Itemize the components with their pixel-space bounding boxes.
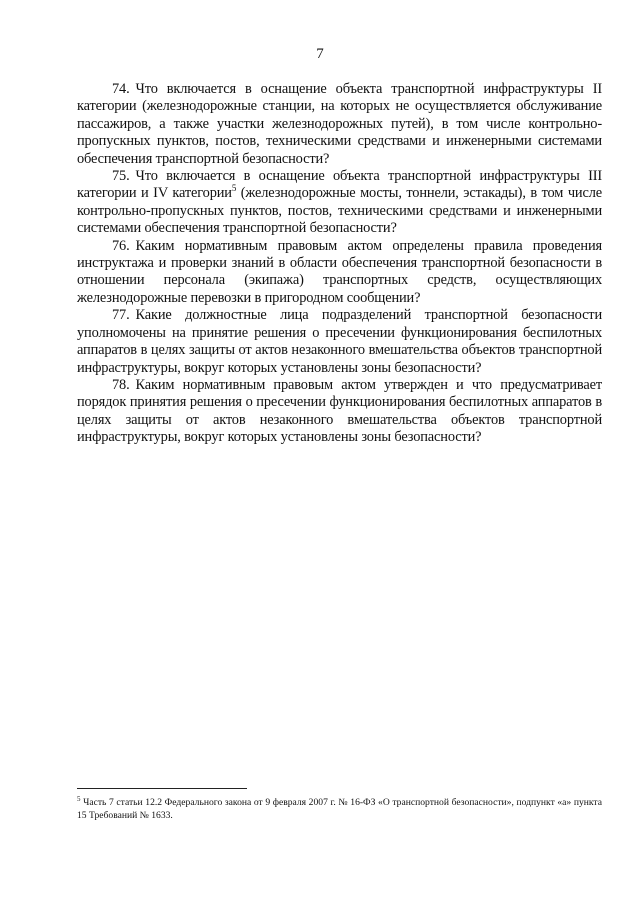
question-76	[77, 238, 602, 308]
question-number: 75.	[112, 168, 130, 185]
footnote-divider	[77, 788, 247, 789]
page-number: 7	[316, 46, 324, 62]
question-text-part: (железнодорожные мосты, тоннели, эстакады), в том числе контрольно-пропускных пунктов, постов, техническими средствами и инженерными системами обеспечения транспортной безопасности?	[77, 185, 602, 237]
question-78	[77, 377, 602, 447]
question-number: 78.	[112, 376, 130, 393]
footnote	[77, 796, 602, 822]
footnote-text: Часть 7 статьи 12.2 Федерального закона от 9 февраля 2007 г. № 16-ФЗ «О транспортной безопасности», подпункт «а» пункта 15 Требований № 1633.	[77, 797, 602, 821]
question-text: Какие должностные лица подразделений транспортной безопасности уполномочены на принятие решения о пресечении функционирования беспилотных аппаратов в целях защиты от актов незаконного вмешательства объектов транспортной инфраструктуры, вокруг которых установлены зоны безопасности?	[77, 307, 602, 376]
question-74	[77, 81, 602, 168]
question-text: Каким нормативным правовым актом определены правила проведения инструктажа и проверки знаний в области обеспечения транспортной безопасности в отношении персонала (экипажа) транспортных средств, осуществляющих железнодорожные перевозки в пригородном сообщении?	[77, 237, 602, 306]
footnote-reference: 5	[231, 183, 237, 194]
question-text: Каким нормативным правовым актом утвержден и что предусматривает порядок принятия решения о пресечении функционирования беспилотных аппаратов в целях защиты от актов незаконного вмешательства объектов транспортной инфраструктуры, вокруг которых установлены зоны безопасности?	[77, 376, 602, 446]
footnote-marker: 5	[77, 794, 81, 803]
question-number: 74.	[112, 81, 130, 97]
question-77	[77, 307, 602, 377]
question-text: Что включается в оснащение объекта транспортной инфраструктуры II категории (железнодорожные станции, на которых не осуществляется обслуживание пассажиров, а также участки железнодорожных путей), в том числе контрольно-пропускных пунктов, постов, техническими средствами и инженерными системами обеспечения транспортной безопасности?	[77, 81, 602, 167]
question-75	[77, 168, 602, 238]
questions-list	[77, 81, 602, 447]
question-number: 76.	[112, 237, 130, 254]
question-number: 77.	[112, 307, 130, 324]
question-text-part: Что включается в оснащение объекта транспортной инфраструктуры III категории и IV категории	[77, 168, 602, 202]
